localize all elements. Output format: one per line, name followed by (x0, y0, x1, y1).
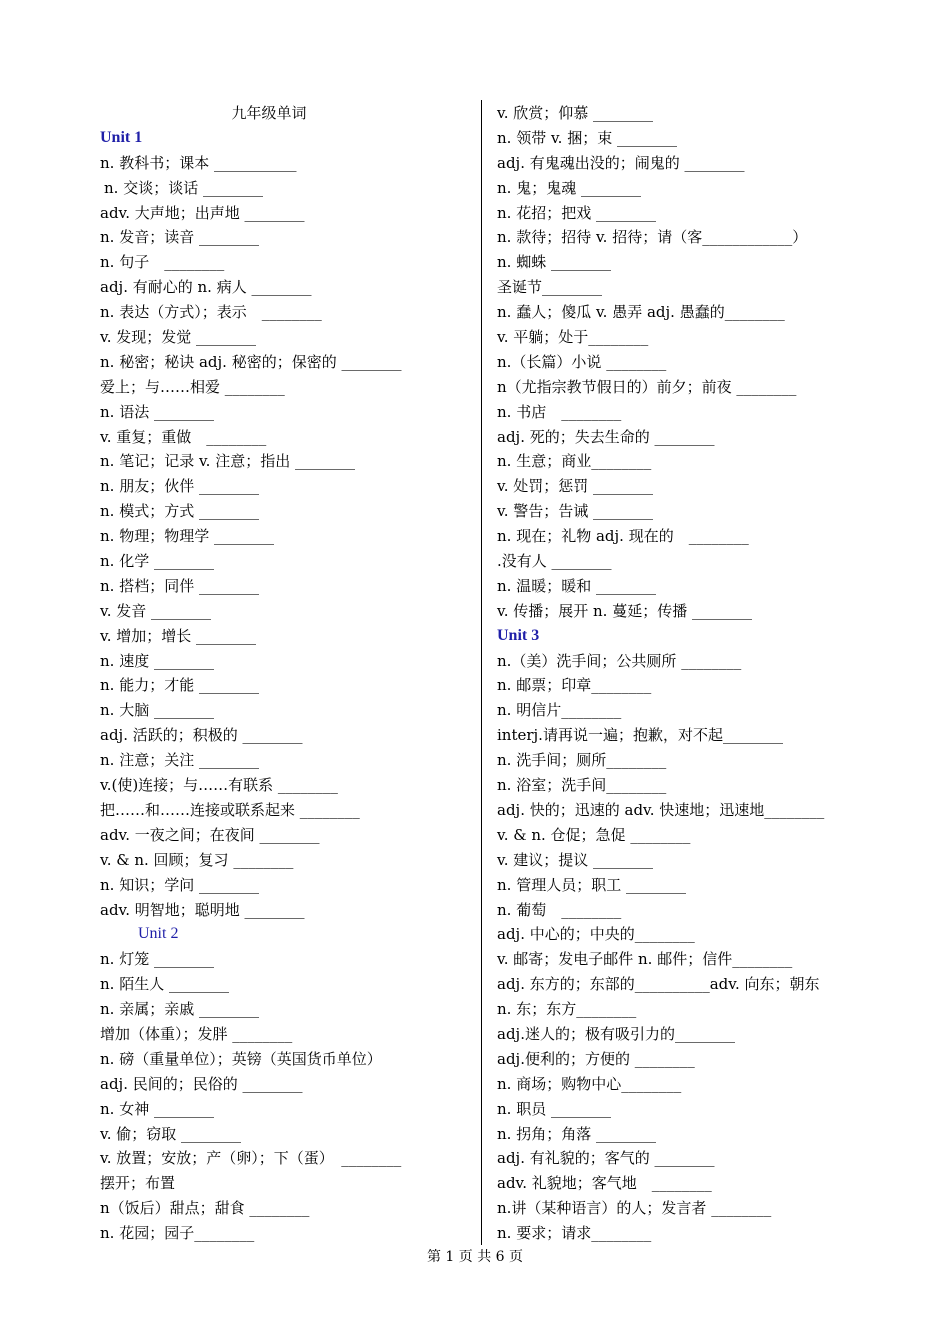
vocab-line: v. & n. 仓促；急促 ________ (497, 825, 691, 844)
vocab-line: adj.便利的；方便的 ________ (497, 1049, 695, 1068)
vocab-line: n. 蜘蛛 ________ (497, 253, 611, 272)
vocab-line: adv. 明智地；聪明地 ________ (100, 900, 305, 919)
vocab-line: n. 注意；关注 ________ (100, 751, 259, 770)
vocab-line: adv. 礼貌地；客气地 ________ (497, 1174, 712, 1193)
column-divider (481, 100, 482, 1245)
vocab-line: v. 重复；重做 ________ (100, 427, 267, 446)
vocab-line: n. 洗手间；厕所________ (497, 751, 667, 770)
vocab-line: n. 陌生人 ________ (100, 975, 229, 994)
vocab-line: n. 交谈；谈话 ________ (104, 178, 263, 197)
vocab-line: v. 平躺；处于________ (497, 328, 649, 347)
vocab-line: n. 秘密；秘诀 adj. 秘密的；保密的 ________ (100, 352, 402, 371)
vocab-line: n. 发音；读音 ________ (100, 228, 259, 247)
vocab-line: adj. 中心的；中央的________ (497, 925, 695, 944)
vocab-line: n. 管理人员；职工 ________ (497, 875, 686, 894)
vocab-line: v. 发音 ________ (100, 601, 211, 620)
vocab-line: n. 花招；把戏 ________ (497, 203, 656, 222)
vocab-line: n. 表达（方式）；表示 ________ (100, 303, 322, 322)
right-column (497, 101, 867, 1246)
vocab-line: n. 大脑 ________ (100, 701, 214, 720)
vocab-line: n. 句子 ________ (100, 253, 225, 272)
unit-heading: Unit 3 (497, 626, 540, 644)
vocab-line: 圣诞节________ (497, 278, 603, 297)
vocab-line: n. 能力；才能 ________ (100, 676, 259, 695)
vocab-line: n. 知识；学问 ________ (100, 875, 259, 894)
vocab-line: interj.请再说一遍；抱歉，对不起________ (497, 726, 783, 745)
vocab-line: 爱上；与……相爱 ________ (100, 377, 285, 396)
vocab-line: n.（美）洗手间；公共厕所 ________ (497, 651, 742, 670)
vocab-line: adj. 死的；失去生命的 ________ (497, 427, 715, 446)
vocab-line: n. 语法 ________ (100, 402, 214, 421)
vocab-line: n. 物理；物理学 ________ (100, 527, 274, 546)
vocab-line: adj. 东方的；东部的__________adv. 向东；朝东 (497, 975, 820, 994)
vocab-line: n. 要求；请求________ (497, 1224, 652, 1243)
vocab-line: v. 欣赏；仰慕 ________ (497, 104, 653, 122)
vocab-line: v. 增加；增长 ________ (100, 626, 256, 645)
vocab-line: adj. 有鬼魂出没的；闹鬼的 ________ (497, 153, 745, 172)
vocab-line: n. 化学 ________ (100, 552, 214, 571)
vocab-line: n. 女神 ________ (100, 1099, 214, 1118)
unit-heading: Unit 2 (138, 925, 179, 943)
vocab-line: n. 教科书；课本 ___________ (100, 153, 297, 172)
vocab-line: v. 警告；告诫 ________ (497, 502, 653, 521)
vocab-line: n. 书店 ________ (497, 402, 622, 421)
vocab-line: n（饭后）甜点；甜食 ________ (100, 1199, 310, 1218)
vocab-line: n. 速度 ________ (100, 651, 214, 670)
vocab-line: n. 灯笼 ________ (100, 950, 214, 969)
vocab-line: n. 花园；园子________ (100, 1224, 255, 1243)
vocab-line: adj.迷人的；极有吸引力的________ (497, 1024, 735, 1043)
vocab-line: adv. 一夜之间；在夜间 ________ (100, 825, 320, 844)
vocab-line: 摆开；布置 (100, 1174, 176, 1193)
vocab-line: n. 蠢人；傻瓜 v. 愚弄 adj. 愚蠢的________ (497, 303, 785, 322)
vocab-line: 增加（体重）；发胖 ________ (100, 1024, 293, 1043)
vocab-line: n. 拐角；角落 ________ (497, 1124, 656, 1143)
vocab-line: v. 偷；窃取 ________ (100, 1124, 241, 1143)
vocab-line: n. 现在；礼物 adj. 现在的 ________ (497, 527, 749, 546)
vocab-line: n（尤指宗教节假日的）前夕；前夜 ________ (497, 377, 797, 396)
vocab-line: n.讲（某种语言）的人；发言者 ________ (497, 1199, 772, 1218)
vocab-line: n. 浴室；洗手间________ (497, 776, 667, 795)
vocab-line: n. 鬼；鬼魂 ________ (497, 178, 641, 197)
vocab-line: n. 朋友；伙伴 ________ (100, 477, 259, 496)
vocab-line: adj. 有耐心的 n. 病人 ________ (100, 278, 312, 297)
vocab-line: n. 温暖；暖和 ________ (497, 576, 656, 595)
page-footer: 第 1 页 共 6 页 (426, 1249, 524, 1265)
vocab-line: n.（长篇）小说 ________ (497, 352, 667, 371)
vocab-line: v. 邮寄；发电子邮件 n. 邮件；信件________ (497, 950, 793, 969)
vocab-line: adj. 有礼貌的；客气的 ________ (497, 1149, 715, 1168)
vocab-line: v. 处罚；惩罚 ________ (497, 477, 653, 496)
vocab-line: adv. 大声地；出声地 ________ (100, 203, 305, 222)
vocab-line: n. 模式；方式 ________ (100, 502, 259, 521)
vocab-line: v. 发现；发觉 ________ (100, 328, 256, 347)
vocab-line: n. 磅（重量单位）；英镑（英国货币单位） (100, 1049, 382, 1068)
vocab-line: v. & n. 回顾；复习 ________ (100, 850, 294, 869)
vocab-line: n. 领带 v. 捆；束 ________ (497, 128, 677, 147)
vocab-line: v. 建议；提议 ________ (497, 850, 653, 869)
vocab-line: n. 职员 ________ (497, 1099, 611, 1118)
vocab-line: n. 东；东方________ (497, 1000, 637, 1019)
left-column (100, 101, 468, 1246)
left-vocab-list (100, 126, 468, 1246)
right-vocab-list (497, 101, 867, 1246)
vocab-line: 把……和……连接或联系起来 ________ (100, 800, 360, 819)
vocab-line: n. 笔记；记录 v. 注意；指出 ________ (100, 452, 355, 471)
unit-heading: Unit 1 (100, 128, 143, 146)
vocab-line: v.(使)连接；与……有联系 ________ (100, 776, 338, 795)
vocab-line: n. 邮票；印章________ (497, 676, 652, 695)
vocab-line: adj. 民间的；民俗的 ________ (100, 1074, 303, 1093)
vocab-line: .没有人 ________ (497, 552, 612, 571)
vocab-line: n. 搭档；同伴 ________ (100, 576, 259, 595)
vocab-line: n. 葡萄 ________ (497, 900, 622, 919)
vocab-line: n. 商场；购物中心________ (497, 1074, 682, 1093)
vocab-line: adj. 快的；迅速的 adv. 快速地；迅速地________ (497, 800, 825, 819)
vocab-line: v. 放置；安放；产（卵）；下（蛋） ________ (100, 1149, 402, 1168)
vocab-line: n. 款待；招待 v. 招待；请（客____________） (497, 228, 808, 247)
vocab-line: v. 传播；展开 n. 蔓延；传播 ________ (497, 601, 752, 620)
vocab-line: adj. 活跃的；积极的 ________ (100, 726, 303, 745)
vocab-line: n. 亲属；亲戚 ________ (100, 1000, 259, 1019)
page-title: 九年级单词 (231, 104, 307, 122)
vocab-line: n. 明信片________ (497, 701, 622, 720)
vocab-line: n. 生意；商业________ (497, 452, 652, 471)
